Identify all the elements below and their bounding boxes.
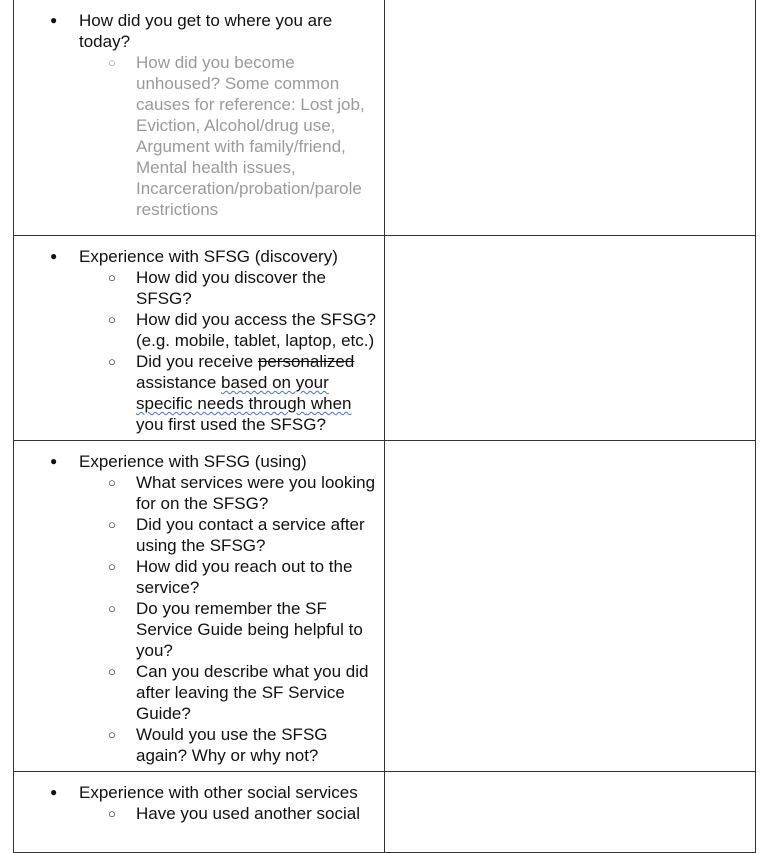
sub-item: ○ Would you use the SFSG again? Why or why not? — [14, 724, 384, 766]
bullet-item: ● How did you get to where you are today? — [14, 10, 384, 52]
answer-cell[interactable] — [385, 236, 756, 441]
table-row — [14, 0, 756, 236]
sub-item: ○ How did you access the SFSG? (e.g. mobile, tablet, laptop, etc.) — [14, 309, 384, 351]
answer-cell[interactable] — [385, 441, 756, 772]
text-run: you first used the SFSG? — [136, 415, 326, 434]
question-cell[interactable] — [14, 236, 385, 441]
deleted-text-flagged: based on your specific needs through — [136, 373, 329, 413]
question-cell[interactable] — [14, 0, 385, 236]
answer-cell[interactable] — [385, 0, 756, 236]
bullet-item: ● Experience with other social services — [14, 782, 384, 803]
sub-item: ○ What services were you looking for on the SFSG? — [14, 472, 384, 514]
sub-item: ○ Do you remember the SF Service Guide being helpful to you? — [14, 598, 384, 661]
sub-item: ○ Did you contact a service after using the SFSG? — [14, 514, 384, 556]
deleted-text: personalized — [257, 352, 355, 371]
answer-cell[interactable] — [385, 772, 756, 853]
sub-item: ○ Can you describe what you did after leaving the SF Service Guide? — [14, 661, 384, 724]
spellcheck-flagged-text: when — [306, 394, 352, 413]
question-cell[interactable] — [14, 441, 385, 772]
sub-item: ○ How did you discover the SFSG? — [14, 267, 384, 309]
sub-item: ○ How did you become unhoused? Some common causes for reference: Lost job, Eviction, Alcohol/drug use, Argument with family/friend, Mental health issues, Incarceration/probation/parole restrictions — [14, 52, 384, 220]
table-row — [14, 772, 756, 853]
table-row — [14, 441, 756, 772]
sub-item: ○ Have you used another social — [14, 803, 384, 824]
bullet-item: ● Experience with SFSG (using) — [14, 451, 384, 472]
interview-table — [13, 0, 756, 853]
sub-item: ○ How did you reach out to the service? — [14, 556, 384, 598]
text-run: Did you receive — [136, 352, 258, 371]
bullet-item: ● Experience with SFSG (discovery) — [14, 246, 384, 267]
text-run: assistance — [136, 373, 222, 392]
sub-item-tracked-changes — [14, 351, 384, 435]
question-cell[interactable] — [14, 772, 385, 853]
table-row — [14, 236, 756, 441]
